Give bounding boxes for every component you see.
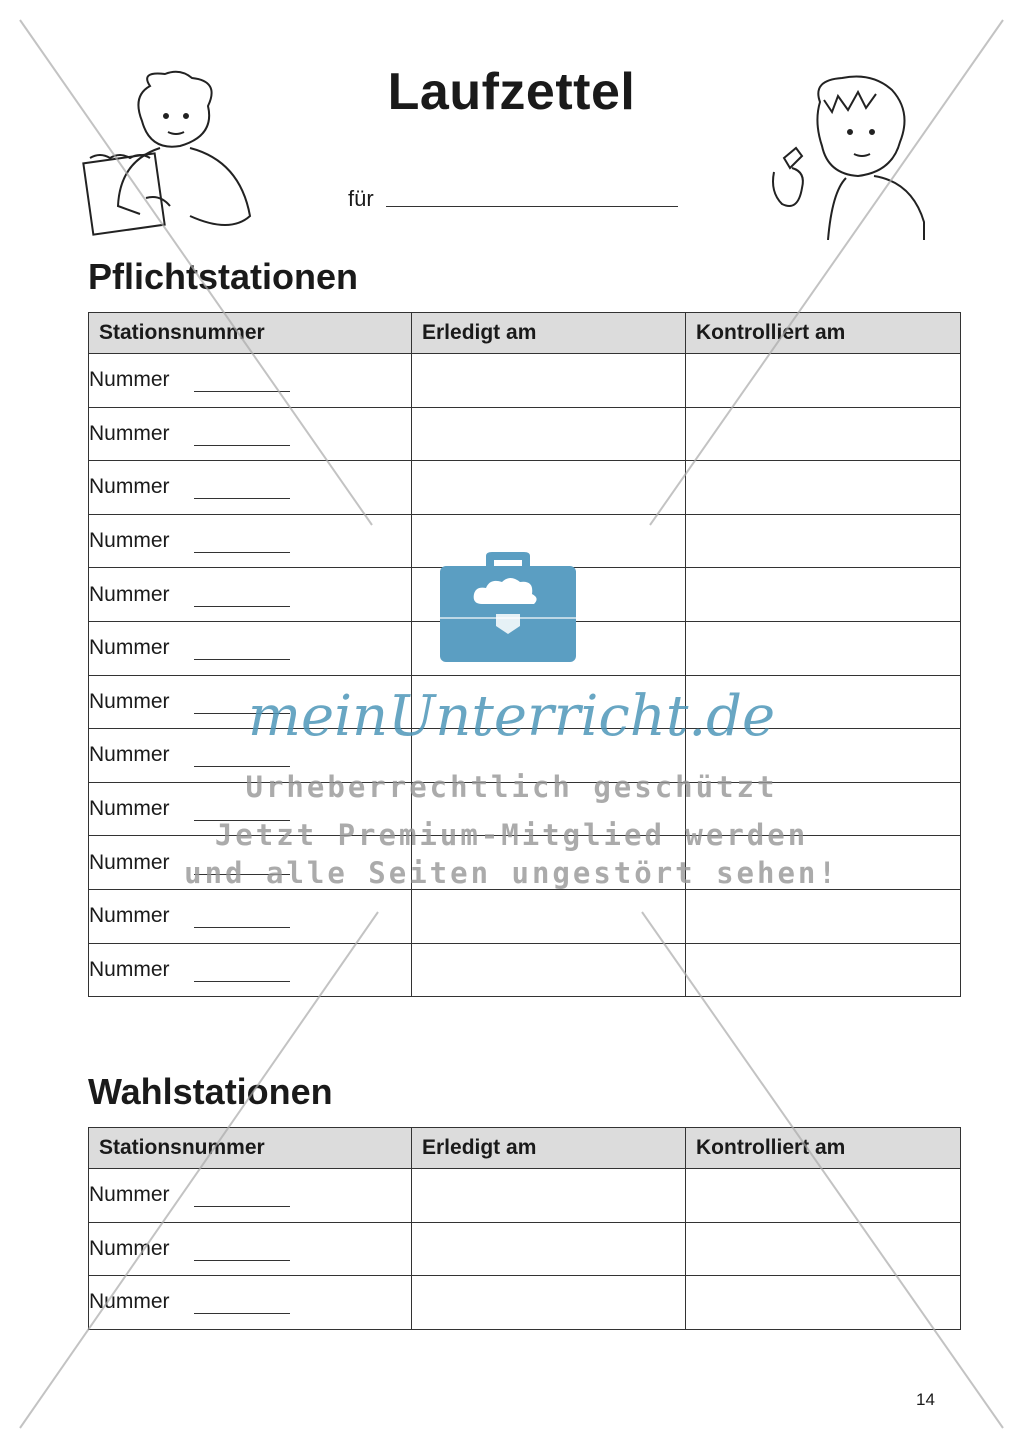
station-number-label: Nummer (89, 957, 170, 981)
optional-stations-heading: Wahlstationen (88, 1071, 333, 1112)
page-number: 14 (916, 1390, 935, 1409)
watermark-premium-line: Jetzt Premium-Mitglied werden (214, 818, 809, 852)
station-number-label: Nummer (89, 1236, 170, 1260)
station-number-label: Nummer (89, 797, 170, 821)
station-number-label: Nummer (89, 904, 170, 928)
watermark-brand: meinUnterricht.de (247, 684, 776, 749)
station-number-label: Nummer (89, 475, 170, 499)
station-number-header: Stationsnummer (89, 1128, 412, 1169)
recipient-label: für (348, 186, 374, 211)
station-number-label: Nummer (89, 850, 170, 874)
checked-on-header: Kontrolliert am (686, 313, 961, 354)
station-number-label: Nummer (89, 743, 170, 767)
station-number-label: Nummer (89, 1290, 170, 1314)
mandatory-stations-heading: Pflichtstationen (88, 256, 359, 297)
briefcase-cloud-icon (436, 552, 580, 666)
station-number-label: Nummer (89, 421, 170, 445)
page-title: Laufzettel (387, 63, 636, 121)
checked-on-header: Kontrolliert am (686, 1128, 961, 1169)
station-number-label: Nummer (89, 529, 170, 553)
station-number-label: Nummer (89, 1183, 170, 1207)
station-number-header: Stationsnummer (89, 313, 412, 354)
done-on-header: Erledigt am (412, 313, 686, 354)
watermark-copyright-line: Urheberrechtlich geschützt (245, 770, 778, 804)
station-number-label: Nummer (89, 689, 170, 713)
station-number-label: Nummer (89, 582, 170, 606)
watermark-view-pages-line: und alle Seiten ungestört sehen! (184, 856, 839, 890)
station-number-label: Nummer (89, 636, 170, 660)
done-on-header: Erledigt am (412, 1128, 686, 1169)
station-number-label: Nummer (89, 368, 170, 392)
